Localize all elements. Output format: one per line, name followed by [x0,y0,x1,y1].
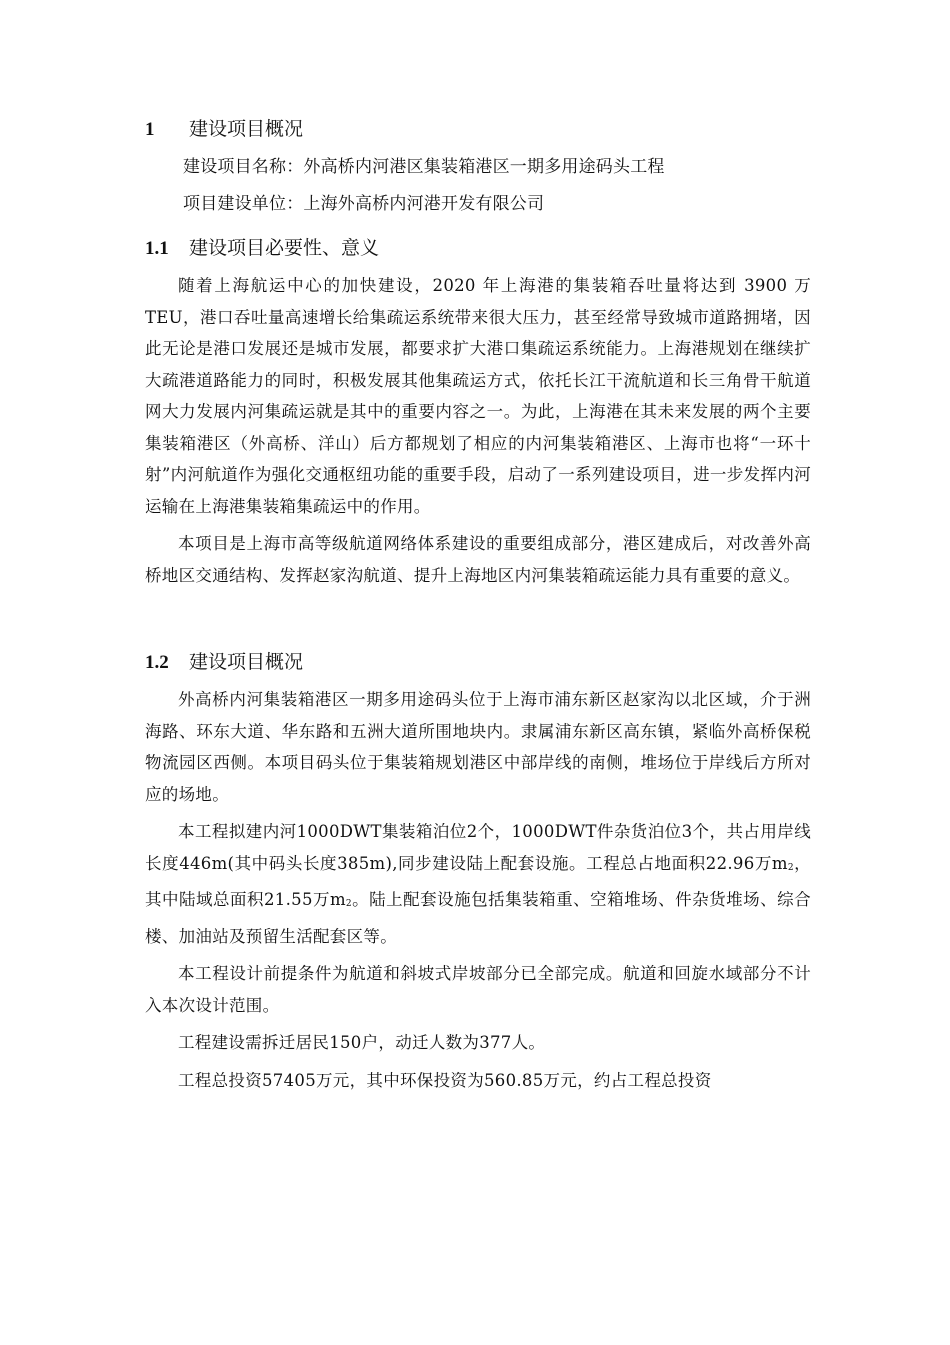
section-1-1-title: 建设项目必要性、意义 [189,237,380,259]
area-unit-superscript-1: 2 [787,862,794,873]
section-1-number: 1 [145,119,155,140]
section-1-2-title: 建设项目概况 [189,651,304,673]
scale-text-b: ，其中陆域总面积21.55万m [145,853,811,909]
area-unit-superscript-2: 2 [345,899,352,909]
section-1-title: 建设项目概况 [189,118,304,140]
section-1-2-heading [145,645,811,680]
necessity-paragraph: 随着上海航运中心的加快建设，2020 年上海港的集装箱吞吐量将达到 3900 万 TEU，港口吞吐量高速增长给集疏运系统带来很大压力，甚至经常导致城市道路拥堵，因此无论是港口发展还是城市发展，都要求扩大港口集疏运系统能力。上海港规划在继续扩大疏港道路能力的同时，积极发展其他集疏运方式，依托长江干流航道和长三角骨干航道网大力发展内河集疏运就是其中的重要内容之一。为此，上海港在其未来发展的两个主要集装箱港区（外高桥、洋山）后方都规划了相应的内河集装箱港区、上海市也将“一环十射”内河航道作为强化交通枢纽功能的重要手段，启动了一系列建设项目，进一步发挥内河运输在上海港集装箱集疏运中的作用。 [145,276,811,516]
section-1-2-number: 1.2 [145,652,169,673]
section-1-1-heading [145,231,811,266]
significance-paragraph: 本项目是上海市高等级航道网络体系建设的重要组成部分，港区建成后，对改善外高桥地区交通结构、发挥赵家沟航道、提升上海地区内河集装箱疏运能力具有重要的意义。 [145,534,811,585]
project-unit-line: 项目建设单位：上海外高桥内河港开发有限公司 [183,194,545,214]
design-premise-paragraph: 本工程设计前提条件为航道和斜坡式岸坡部分已全部完成。航道和回旋水域部分不计入本次设计范围。 [145,964,811,1015]
relocation-paragraph: 工程建设需拆迁居民150户，动迁人数为377人。 [178,1033,546,1052]
section-1-heading [145,112,811,147]
section-1-1-number: 1.1 [145,238,169,259]
location-paragraph: 外高桥内河集装箱港区一期多用途码头位于上海市浦东新区赵家沟以北区域，介于洲海路、环东大道、华东路和五洲大道所围地块内。隶属浦东新区高东镇，紧临外高桥保税物流园区西侧。本项目码头位于集装箱规划港区中部岸线的南侧，堆场位于岸线后方所对应的场地。 [145,690,811,804]
scale-paragraph [145,816,811,952]
project-name-line: 建设项目名称：外高桥内河港区集装箱港区一期多用途码头工程 [183,157,665,177]
scale-text-a: 本工程拟建内河1000DWT集装箱泊位2个，1000DWT件杂货泊位3个，共占用岸线长度446m(其中码头长度385m),同步建设陆上配套设施。工程总占地面积22.96万m [145,822,811,873]
document-page [145,112,811,1102]
investment-paragraph: 工程总投资57405万元，其中环保投资为560.85万元，约占工程总投资 [178,1070,712,1090]
scale-text-c: 。陆上配套设施包括集装箱重、空箱堆场、件杂货堆场、综合楼、加油站及预留生活配套区等。 [145,890,811,946]
